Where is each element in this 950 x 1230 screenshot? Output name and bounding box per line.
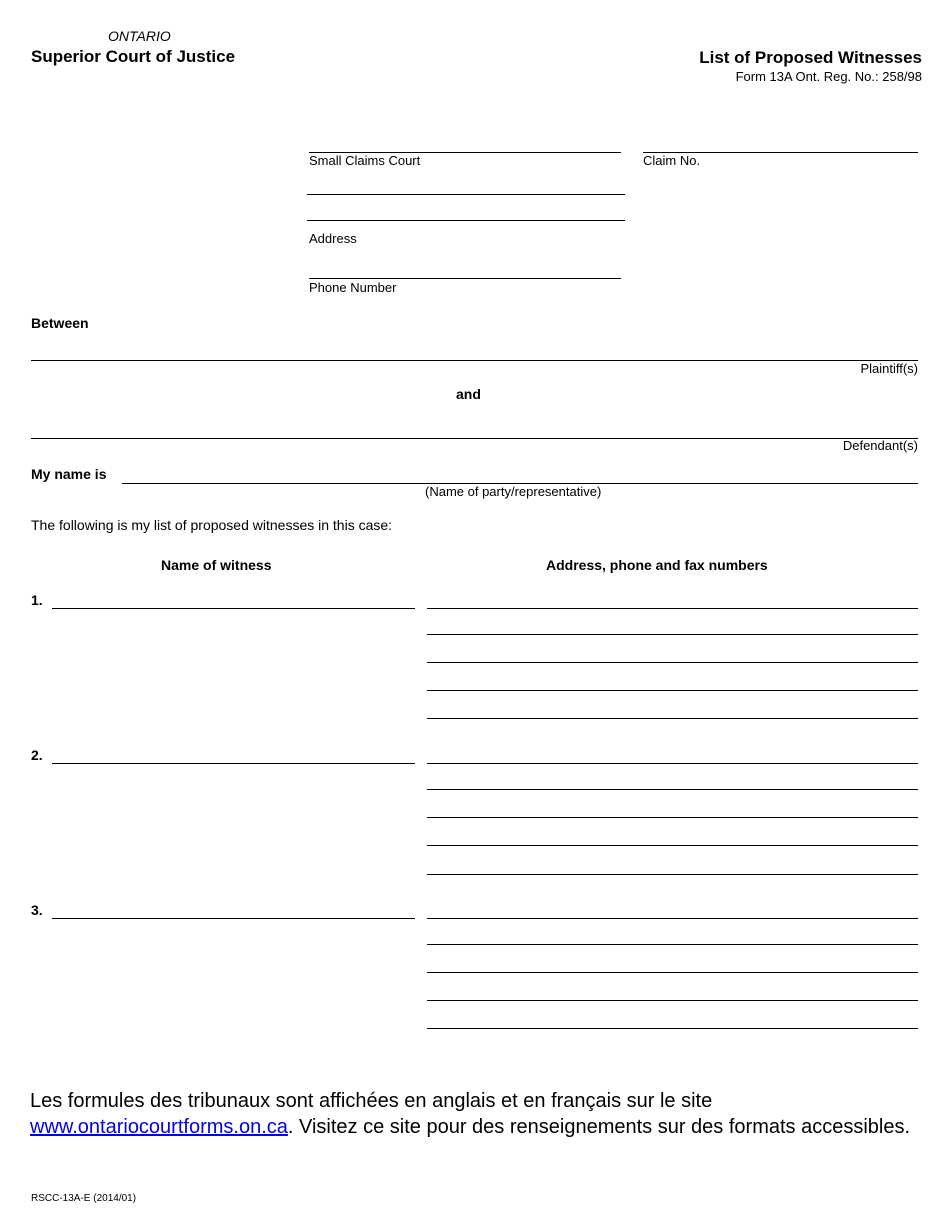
witness-2-address-line (427, 763, 918, 764)
and-label: and (456, 386, 481, 402)
witness-number: 1. (31, 592, 43, 608)
ontario-court-forms-link[interactable]: www.ontariocourtforms.on.ca (30, 1116, 288, 1138)
witness-2-name-line (52, 763, 415, 764)
witness-2-name-input[interactable] (52, 745, 419, 763)
witness-3-address-line (427, 944, 918, 945)
form-number: Form 13A Ont. Reg. No.: 258/98 (735, 69, 922, 84)
col-header-address: Address, phone and fax numbers (546, 557, 768, 573)
french-notice-text-2: . Visitez ce site pour des renseignements sur des formats accessibles. (287, 1116, 911, 1138)
my-name-input[interactable] (122, 465, 922, 483)
plaintiff-input[interactable] (31, 342, 922, 360)
my-name-label: My name is (31, 466, 107, 482)
witness-1-address-line (427, 608, 918, 609)
between-label: Between (31, 315, 89, 331)
intro-text: The following is my list of proposed witnesses in this case: (31, 517, 393, 533)
plaintiff-label: Plaintiff(s) (860, 361, 918, 376)
witness-3-address-line (427, 1000, 918, 1001)
defendant-label: Defendant(s) (842, 438, 918, 453)
witness-2-address-line (427, 874, 918, 875)
witness-1-address-line (427, 634, 918, 635)
french-notice (30, 1088, 920, 1140)
witness-number: 2. (31, 747, 43, 763)
plaintiff-line (31, 360, 918, 361)
defendant-line (31, 438, 918, 439)
witness-1-name-line (52, 608, 415, 609)
witness-1-name-input[interactable] (52, 590, 419, 608)
court-name-input[interactable] (309, 134, 625, 152)
witness-2-address-line (427, 789, 918, 790)
witness-3-address-line (427, 1028, 918, 1029)
form-title: List of Proposed Witnesses (699, 48, 922, 67)
witness-3-address-line (427, 918, 918, 919)
phone-label: Phone Number (309, 280, 397, 295)
witness-2-address-line (427, 817, 918, 818)
claim-no-label: Claim No. (643, 153, 701, 168)
court-name-label: Small Claims Court (309, 153, 421, 168)
address-line-2 (307, 220, 625, 221)
col-header-name: Name of witness (161, 557, 272, 573)
address-line-1-input[interactable] (307, 176, 629, 194)
defendant-input[interactable] (31, 420, 922, 438)
phone-line (309, 278, 621, 279)
witness-1-address-line (427, 662, 918, 663)
name-caption: (Name of party/representative) (425, 484, 602, 499)
phone-input[interactable] (309, 260, 625, 278)
jurisdiction-label: ONTARIO (108, 28, 171, 44)
court-title: Superior Court of Justice (31, 47, 236, 66)
address-line-1 (307, 194, 625, 195)
form-code: RSCC-13A-E (2014/01) (31, 1193, 137, 1204)
witness-1-address-line (427, 690, 918, 691)
witness-3-name-input[interactable] (52, 900, 419, 918)
witness-2-address-line (427, 845, 918, 846)
witness-number: 3. (31, 902, 43, 918)
address-label: Address (309, 231, 357, 246)
witness-1-address-line (427, 718, 918, 719)
address-line-2-input[interactable] (307, 202, 629, 220)
witness-3-address-line (427, 972, 918, 973)
french-notice-text: Les formules des tribunaux sont affichées en anglais et en français sur le site (30, 1090, 713, 1112)
witness-3-name-line (52, 918, 415, 919)
claim-no-input[interactable] (643, 134, 922, 152)
